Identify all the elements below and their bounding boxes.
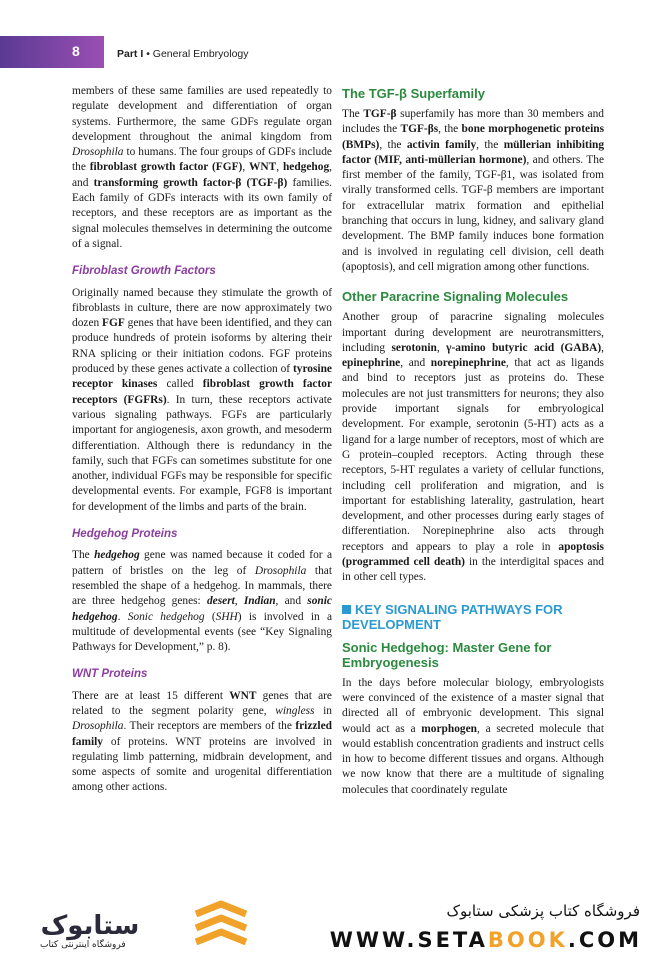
- part-label: Part I: [117, 48, 144, 60]
- logo-text: ستابوک: [40, 911, 140, 941]
- sonic-hedgehog-paragraph: In the days before molecular biology, embryologists were convinced of the existence of a master signal that directed all of embryonic development. This signal would act as a morphogen, a secreted molecule that would establish concentration gradients and instruct cells in how to become different tissues and organs. Although we now know that there are a multitude of signaling molecules that coordinately regulate: [342, 676, 604, 796]
- separator: •: [146, 48, 150, 60]
- left-column: [72, 84, 332, 805]
- heading-other-paracrine: Other Paracrine Signaling Molecules: [342, 289, 569, 305]
- tgf-paragraph: The TGF-β superfamily has more than 30 members and includes the TGF-βs, the bone morphogenetic proteins (BMPs), the activin family, the müllerian inhibiting factor (MIF, anti-müllerian hormone), and others. The first member of the family, TGF-β1, was isolated from virally transformed cells. TGF-β members are important for extracellular matrix formation and epithelial branching that occurs in lung, kidney, and salivary gland development. The BMP family induces bone formation and is involved in regulating cell division, cell death (apoptosis), and cell migration among other functions.: [342, 108, 605, 273]
- intro-paragraph: members of these same families are used repeatedly to regulate development and differentiation of organ systems. Furthermore, the same GDFs regulate organ development throughout the animal kingdom from Drosophila to humans. The four groups of GDFs include the fibroblast growth factor (FGF), WNT, hedgehog, and transforming growth factor-β (TGF-β) families. Each family of GDFs interacts with its own family of receptors, and these receptors are as important as the signal molecules themselves in determining the outcome of a signal.: [72, 85, 333, 250]
- footer-banner: [0, 886, 662, 960]
- book-stack-icon: [192, 900, 250, 954]
- page-number: 8: [72, 43, 80, 59]
- heading-key-signaling: KEY SIGNALING PATHWAYS FOR DEVELOPMENT: [342, 601, 563, 632]
- fgf-paragraph: Originally named because they stimulate the growth of fibroblasts in culture, there are now approximately two dozen FGF genes that have been identified, and they can produce hundreds of protein isoforms by altering their RNA splicing or their initiation codons. FGF proteins produced by these genes activate a collection of tyrosine receptor kinases called fibroblast growth factor receptors (FGFRs). In turn, these receptors activate various signaling pathways. FGFs are particularly important for angiogenesis, axon growth, and mesoderm differentiation. Although there is redundancy in the family, such that FGFs can sometimes substitute for one another, individual FGFs may be responsible for specific developmental events. For example, FGF8 is important for development of the limbs and parts of the brain.: [72, 286, 333, 513]
- logo-subtitle: فروشگاه اینترنتی کتاب: [40, 940, 126, 950]
- right-column: [342, 86, 604, 807]
- heading-hedgehog: Hedgehog Proteins: [72, 528, 178, 541]
- heading-fgf: Fibroblast Growth Factors: [72, 265, 216, 278]
- other-paracrine-paragraph: Another group of paracrine signaling molecules important during development are neurotransmitters, including serotonin, γ-amino butyric acid (GABA), epinephrine, and norepinephrine, that act as ligands and bind to receptors just as proteins do. These molecules are not just transmitters for neurons; they also provide important signals for embryological development. For example, serotonin (5-HT) acts as a ligand for a large number of receptors, most of which are G protein–coupled receptors. Acting through these receptors, 5-HT regulates a variety of cellular functions, including cell proliferation and migration, and is important for establishing laterality, gastrulation, heart development, and other processes during early stages of differentiation. Norepinephrine also acts through receptors and appears to play a role in apoptosis (programmed cell death) in the interdigital spaces and in other cell types.: [342, 311, 604, 584]
- store-name: فروشگاه کتاب پزشکی ستابوک: [446, 902, 640, 920]
- footer-fade: [0, 866, 662, 888]
- heading-wnt: WNT Proteins: [72, 668, 148, 681]
- running-head: [117, 48, 249, 60]
- hedgehog-paragraph: The hedgehog gene was named because it coded for a pattern of bristles on the leg of Drosophila that resembled the shape of a hedgehog. In mammals, there are three hedgehog genes: desert, Indian, and sonic hedgehog. Sonic hedgehog (SHH) is involved in a multitude of developmental events (see “Key Signaling Pathways for Development,” p. 8).: [72, 549, 333, 654]
- chapter-title: General Embryology: [152, 48, 249, 60]
- heading-sonic-hedgehog: Sonic Hedgehog: Master Gene for Embryogenesis: [342, 639, 552, 670]
- header-color-tab: [0, 36, 104, 68]
- square-bullet-icon: [342, 605, 351, 614]
- wnt-paragraph: There are at least 15 different WNT genes that are related to the segment polarity gene, wingless in Drosophila. Their receptors are members of the frizzled family of proteins. WNT proteins are involved in regulating limb patterning, midbrain development, and some aspects of somite and urogenital differentiation among other actions.: [72, 689, 332, 794]
- heading-tgf-beta: The TGF-β Superfamily: [342, 86, 486, 101]
- store-url[interactable]: WWW.SETABOOK.COM: [329, 928, 642, 952]
